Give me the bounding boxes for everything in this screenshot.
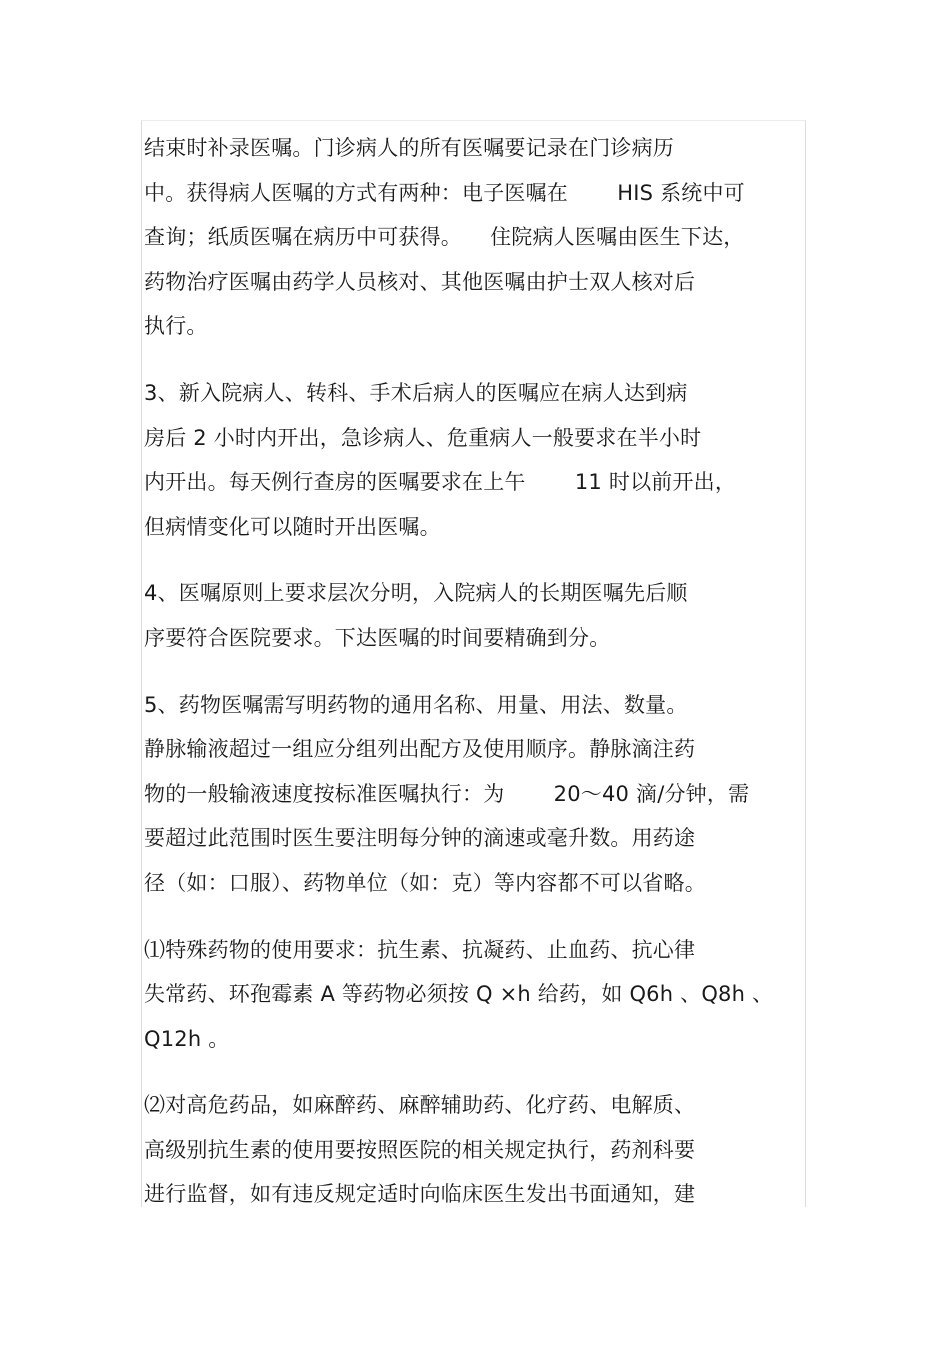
document-body [144,126,814,1217]
text-line: 房后 2 小时内开出，急诊病人、危重病人一般要求在半小时 [144,425,702,450]
text-line: 序要符合医院要求。下达医嘱的时间要精确到分。 [144,625,611,650]
text-line: 中。获得病人医嘱的方式有两种：电子医嘱在 HIS 系统中可 [144,180,745,205]
text-line: 结束时补录医嘱。门诊病人的所有医嘱要记录在门诊病历 [144,136,674,160]
paragraph-sub-2 [144,1083,814,1217]
text-line: ⑵对高危药品，如麻醉药、麻醉辅助药、化疗药、电解质、 [144,1093,696,1118]
text-line: 静脉输液超过一组应分组列出配方及使用顺序。静脉滴注药 [144,737,696,762]
paragraph-gap [144,349,814,371]
text-line: 径（如：口服）、药物单位（如：克）等内容都不可以省略。 [144,870,706,895]
text-line: 内开出。每天例行查房的医嘱要求在上午 11 时以前开出， [144,470,737,495]
paragraph-gap [144,1061,814,1083]
text-line: 执行。 [144,314,208,339]
paragraph-gap [144,906,814,928]
paragraph-sub-1 [144,928,814,1062]
text-line: 失常药、环孢霉素 A 等药物必须按 Q ×h 给药，如 Q6h 、Q8h 、 [144,982,774,1007]
text-line: 查询；纸质医嘱在病历中可获得。 住院病人医嘱由医生下达， [144,225,745,250]
text-line: 物的一般输液速度按标准医嘱执行：为 20～40 滴/分钟，需 [144,781,750,806]
text-line: 4、医嘱原则上要求层次分明，入院病人的长期医嘱先后顺 [144,581,688,606]
text-line: 药物治疗医嘱由药学人员核对、其他医嘱由护士双人核对后 [144,269,696,294]
text-line: 但病情变化可以随时开出医嘱。 [144,514,441,539]
text-line: 进行监督，如有违反规定适时向临床医生发出书面通知，建 [144,1182,696,1207]
text-line: ⑴特殊药物的使用要求：抗生素、抗凝药、止血药、抗心律 [144,937,696,962]
text-line: 高级别抗生素的使用要按照医院的相关规定执行，药剂科要 [144,1137,696,1162]
paragraph-order-recording [144,126,814,349]
text-line: 要超过此范围时医生要注明每分钟的滴速或毫升数。用药途 [144,826,696,851]
text-line: 3、新入院病人、转科、手术后病人的医嘱应在病人达到病 [144,380,688,405]
text-line: 5、药物医嘱需写明药物的通用名称、用量、用法、数量。 [144,692,688,717]
paragraph-item-3 [144,371,814,549]
paragraph-item-4 [144,571,814,660]
text-line: Q12h 。 [144,1026,230,1051]
paragraph-gap [144,661,814,683]
paragraph-gap [144,549,814,571]
paragraph-item-5 [144,683,814,906]
